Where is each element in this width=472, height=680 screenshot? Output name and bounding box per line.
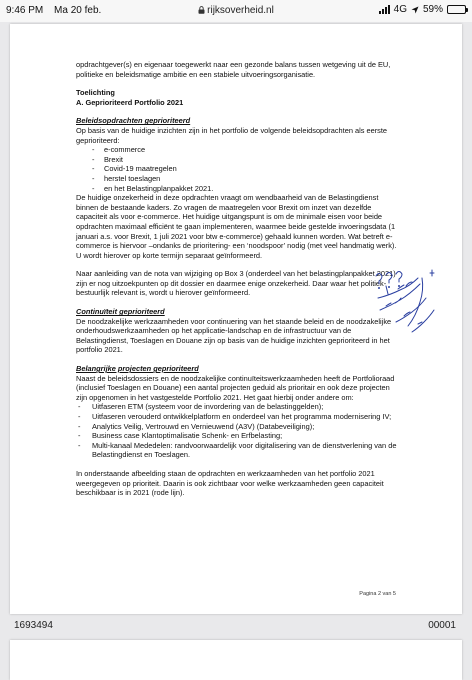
section3-intro: Naast de beleidsdossiers en de noodzakelijke continuïteitswerkzaamheden heeft de Portfolioraad (inclusief Toeslagen en Douane) een aantal projecten geduid als prioritair en ook deze projecten zijn opgenomen in het vastgestelde Portfolio 2021. Het gaat hierbij onder andere om: <box>76 373 395 402</box>
section-title-beleidsopdrachten: Beleidsopdrachten geprioriteerd <box>76 116 191 126</box>
section-title-projecten: Belangrijke projecten geprioriteerd <box>76 364 199 374</box>
list-item: - Analytics Veilig, Vertrouwd en Vernieuwend (A3V) (Databeveiliging); <box>76 422 402 432</box>
list-item: - Brexit <box>92 155 402 165</box>
handwritten-annotation <box>372 266 452 356</box>
footer-doc-id: 1693494 <box>14 620 53 631</box>
battery-percent: 59% <box>422 4 443 15</box>
network-label: 4G <box>393 4 407 15</box>
lock-icon <box>198 6 205 14</box>
list-item: - Covid-19 maatregelen <box>92 164 402 174</box>
document-body <box>76 60 402 498</box>
section1-paragraph-2: Naar aanleiding van de nota van wijziging op Box 3 (onderdeel van het belastingplanpakket 2021) zijn er nog uitzoekpunten op dit dossier en daarmee enige onzekerheid. Daar waar het politiek-bestuurlijk relevant is, wordt u hierover geïnformeerd. <box>76 269 396 298</box>
location-icon <box>411 6 419 14</box>
heading-toelichting: Toelichting <box>76 88 115 98</box>
document-page[interactable] <box>10 24 462 614</box>
status-date: Ma 20 feb. <box>54 5 102 16</box>
closing-paragraph: In onderstaande afbeelding staan de opdrachten en werkzaamheden van het portfolio 2021 weergegeven op prioriteit. Daarin is ook zichtbaar voor welke werkzaamheden geen capaciteit beschikbaar is in 2021 (rode lijn). <box>76 468 384 498</box>
url-text: rijksoverheid.nl <box>207 5 274 16</box>
list-item: - Business case Klantoptimalisatie Schenk- en Erfbelasting; <box>76 431 402 441</box>
intro-paragraph: opdrachtgever(s) en eigenaar toegewerkt naar een gezonde balans tussen wetgeving uit de EU, politieke en beleidsmatige ambitie en een stabiele uitvoeringsorganisatie. <box>76 60 391 79</box>
list-item: - Multi-kanaal Mededelen: randvoorwaardelijk voor digitalisering van de dienstverlening van de Belastingdienst en Toeslagen. <box>76 441 402 460</box>
list-item: - herstel toeslagen <box>92 174 402 184</box>
section-title-continuiteit: Continuïteit geprioriteerd <box>76 307 165 317</box>
document-footer <box>0 614 472 636</box>
list-item: - en het Belastingplanpakket 2021. <box>92 184 402 194</box>
section1-intro: Op basis van de huidige inzichten zijn in het portfolio de volgende beleidsopdrachten als eerste geprioriteerd: <box>76 125 388 145</box>
battery-icon <box>447 5 466 14</box>
signal-icon <box>379 5 390 14</box>
next-document-page[interactable] <box>10 640 462 680</box>
page-number: Pagina 2 van 5 <box>359 591 396 597</box>
status-bar <box>0 0 472 22</box>
heading-portfolio: A. Geprioriteerd Portfolio 2021 <box>76 97 184 107</box>
section2-paragraph: De noodzakelijke werkzaamheden voor continuering van het staande beleid en de noodzakelijke onderhoudswerkzaamheden op het applicatie-landschap en de infrastructuur van de Belastingdienst, Toeslagen en Douane zijn op basis van de huidige inzichten geprioriteerd in het portfolio 2021. <box>76 316 392 355</box>
priority-list <box>92 145 402 193</box>
status-time: 9:46 PM <box>6 5 44 16</box>
status-right <box>379 4 466 15</box>
section1-paragraph-1: De huidige onzekerheid in deze opdrachten vraagt om wendbaarheid van de Belastingdienst binnen de bestaande kaders. Zo vragen de maatregelen voor Brexit om inzet van dezelfde capaciteit als voor e-commerce. Het huidige uitgangspunt is om de minimale eisen voor beide opdrachten maximaal efficiënt te gaan implementeren, waarmee beide gestelde invoeringsdata (1 januari a.s. voor Brexit, 1 juli 2021 voor btw e-commerce) gehaald kunnen worden. Wat betreft e-commerce is hiervoor –ondanks de prioritering- een ‘noodspoor’ nodig (met veel handmatig werk). U wordt hierover op korte termijn separaat geïnformeerd. <box>76 193 397 260</box>
list-item: - Uitfaseren ETM (systeem voor de invordering van de belastinggelden); <box>76 402 402 412</box>
list-item: - e-commerce <box>92 145 402 155</box>
footer-page-id: 00001 <box>428 620 456 631</box>
list-item: - Uitfaseren verouderd ontwikkelplatform en onderdeel van het programma modernisering IV; <box>76 412 402 422</box>
project-list <box>76 402 402 460</box>
